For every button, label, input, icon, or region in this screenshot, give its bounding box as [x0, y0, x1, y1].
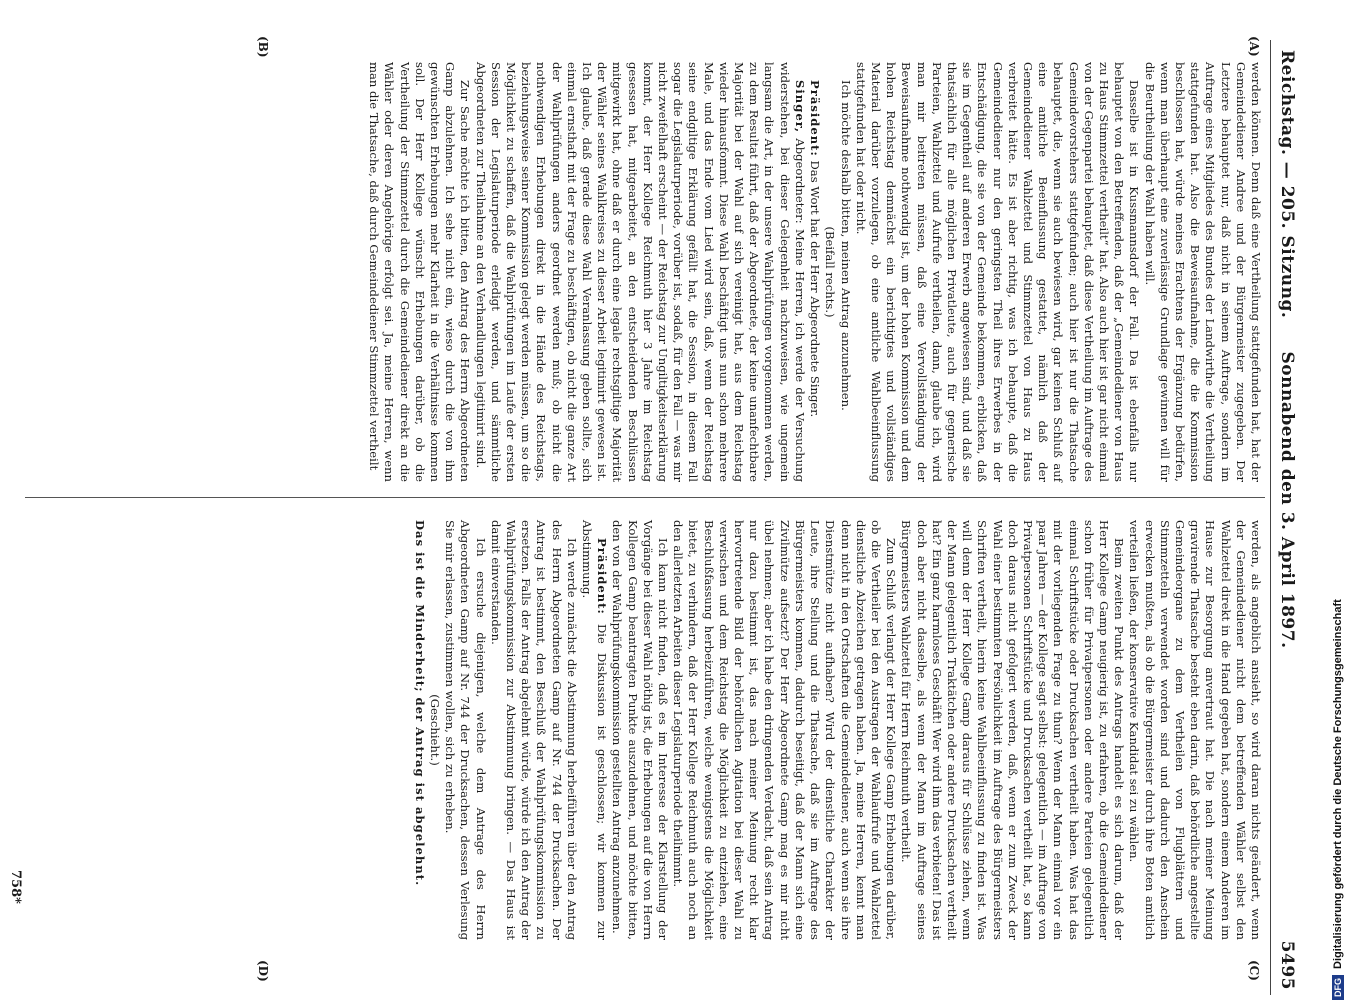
rotated-page: [5, 0, 1305, 1000]
speaker-name: Singer,: [792, 80, 807, 133]
paragraph: Ich kann nicht finden, daß es im Interesse der Klarstellung der Vorgänge bei dieser Wahl nöthig ist, die Erhebungen auf die von Herrn Kollegen Gamp beantragten Punkte auszudehnen, und möchte bitten, den von der Wahlprüfungskommission gestellten Antrag anzunehmen.: [610, 520, 671, 940]
paragraph: Zum Schluß verlangt der Herr Kollege Gamp Erhebungen darüber, ob die Vertheiler bei den Austragen der Wahlaufrufe und Wahlzettel dienstliche Abzeichen getragen haben. Ja, meine Herren, kennt man denn nicht in den Ortschaften die Gemeindediener, auch wenn sie ihre Dienstmütze nicht aufhaben? Wird der dienstliche Charakter der Leute, ihre Stellung und die Thatsache, daß sie im Auftrage des Bürgermeisters kommen, dadurch beseitigt, daß der Mann sich eine Zivilmütze aufsetzt? Der Herr Abgeordnete Gamp mag es mir nicht übel nehmen; aber ich habe den dringenden Verdacht, daß sein Antrag nur dazu bestimmt ist, das nach meiner Meinung recht klar hervortretende Bild der behördlichen Agitation bei dieser Wahl zu verwischen und dem Reichstag die Möglichkeit zu entziehen, eine Beschlußfassung herbeizuführen, welche wenigstens die Möglichkeit bietet, zu verhindern, daß der Herr Kollege Reichmuth auch noch an den allerletzten Arbeiten dieser Legislaturperiode theilnimmt.: [671, 520, 899, 940]
right-column: [412, 520, 1263, 940]
header-rule: [1270, 40, 1271, 995]
speech-paragraph: [807, 62, 822, 482]
speaker-name: Präsident:: [595, 538, 610, 615]
speech-paragraph: [579, 520, 609, 940]
header-left: Reichstag. — 205. Sitzung.: [1277, 50, 1297, 319]
paragraph: Ich möchte deshalb bitten, meinen Antrag anzunehmen.: [838, 80, 853, 411]
speech-text: Das Wort hat der Herr Abgeordnete Singer.: [808, 160, 823, 418]
speech-text: Die Diskussion ist geschlossen; wir kommen zur Abstimmung.: [580, 520, 610, 940]
page-header: [1267, 0, 1305, 1000]
paragraph: Zur Sache möchte ich bitten, den Antrag des Herrn Abgeordneten Gamp abzulehnen. Ich sehe nicht ein, wieso durch die von ihm gewünschten Erhebungen mehr Klarheit in die Verhältnisse kommen soll. Der Herr Kollege wünscht Erhebungen darüber, ob die Vertheilung der Stimmzettel durch die Gemeindediener direkt an die Wähler oder deren Angehörige erfolgt sei. Ja, meine Herren, wenn man die Thatsache, daß durch Gemeindediener Stimmzettel vertheilt: [367, 62, 473, 482]
paragraph: werden, als angeblich ansieht, so wird daran nichts geändert, wenn der Gemeindediener nicht dem betreffenden Wähler selbst den Wahlzettel direkt in die Hand gegeben hat, sondern einem Anderen im Hause zur Besorgung anvertraut hat. Die nach meiner Meinung gravirende Thatsache besteht eben darin, daß behördliche angestellte Gemeindeorgane zu dem Vertheilen von Flugblättern und Stimmzetteln verwendet worden sind und dadurch den Anschein erwecken mußten, als ob die Bürgermeister durch ihre Boten amtlich verteilen ließen, der konservative Kandidat sei zu wählen.: [1127, 520, 1263, 940]
speech-paragraph: [472, 62, 806, 482]
speech-text: Abgeordneter: Meine Herren, ich werde der Versuchung widerstehen, bei dieser Gelegenheit nachzuweisen, wie ungemein langsam die Art, in der unsere Wahlprüfungen vorgenommen werden, zu dem Resultat führt, daß der Abgeordnete, der keine unanfechtbare Majorität bei der Wahl auf sich vereinigt hat, aus dem Reichstag wieder hinausfommt. Diese Wahl beschäftigt uns nun schon mehrere Male, und das Ende vom Lied wird sein, daß, wenn der Reichstag seine endgiltige Erklärung gefällt hat, die Session, in diesem Fall sogar die Legislaturperiode, vorüber ist, sodaß, für den Fall — was mir nicht zweifelhaft erscheint — der Reichstag zur Ungiltigkeitserklärung kommt, der Herr Kollege Reichmuth hier 3 Jahre im Reichstag gesessen hat, mitgearbeitet, an den entscheidenden Beschlüssen mitgewirkt hat, ohne daß er durch eine legale rechtsgiltige Majorität der Wähler seines Wahlkreises zu dieser Arbeit legitimirt gewesen ist. Ich glaube, daß gerade diese Wahl Veranlassung geben sollte, sich einmal ernsthaft mit der Frage zu beschäftigen, ob nicht die ganze Art der Wahlprüfungen anders geordnet werden muß; ob nicht die nothwendigen Erhebungen direkt in die Hände des Reichstags, beziehungsweise seiner Kommission gelegt werden müssen, um so die Möglichkeit zu schaffen, daß die Wahlprüfungen im Laufe der ersten Session der Legislaturperiode erledigt werden, und sämmtliche Abgeordneten zur Theilnahme an den Verhandlungen legitimirt sind.: [473, 62, 807, 483]
margin-letter-b: (B): [256, 36, 270, 58]
page-number: 5495: [1277, 940, 1297, 990]
speaker-name: Präsident:: [808, 80, 823, 157]
paragraph: Beim zweiten Punkt des Antrags handelt es sich darum, daß der Herr Kollege Gamp neugierig ist, zu erfahren, ob die Gemeindediener schon früher für Privatpersonen oder andere Parteien gelegentlich einmal Schriftstücke oder Drucksachen vertheilt haben. Was hat das mit der vorliegenden Frage zu thun? Wenn der Mann einmal vor ein paar Jahren — der Kollege sagt selbst: gelegentlich — im Auftrage von Privatpersonen Schriftstücke und Drucksachen vertheilt hat, so kann doch daraus nicht gefolgert werden, daß, wenn er zum Zweck der Wahl einer bestimmten Persönlichkeit im Auftrage des Bürgermeisters Schriften vertheilt, hierin keine Wahlbeeinflussung zu finden ist. Was will denn der Herr Kollege Gamp daraus für Schlüsse ziehen, wenn der Mann gelegentlich Traktätchen oder andere Drucksachen vertheilt hat? Ein ganz harmloses Geschäft! Wer wird ihm das verbieten! Das ist doch aber nicht dasselbe, als wenn der Mann im Auftrage seines Bürgermeisters Wahlzettel für Herrn Reichmuth vertheilt.: [899, 520, 1127, 940]
side-note-text: Digitalisierung gefördert durch die Deutsche Forschungsgemeinschaft: [1332, 599, 1344, 969]
left-column: [366, 62, 1263, 482]
dfg-logo: DFG: [1332, 975, 1344, 1000]
column-divider: [25, 497, 1265, 498]
interjection: (Geschieht.): [428, 694, 443, 766]
paragraph: Ich werde zunächst die Abstimmung herbeiführen über den Antrag des Herrn Abgeordneten Gamp auf Nr. 744 der Drucksachen. Der Antrag ist bestimmt, den Beschluß der Wahlprüfungskommission zu ersetzen. Falls der Antrag abgelehnt würde, würde ich den Antrag der Wahlprüfungskommission zur Abstimmung bringen. — Das Haus ist damit einverstanden.: [488, 520, 579, 940]
side-note: [1329, 10, 1347, 1000]
interjection: (Beifall rechts.): [823, 226, 838, 318]
paragraph: Dasselbe ist in Kussmannsdorf der Fall. Da ist ebenfalls nur behauptet von den Betreffenden, daß der „Gemeindediener von Haus zu Haus Stimmzettel vertheilt“ hat. Also auch hier ist gar nicht einmal von der Gegenpartei behauptet, daß diese Vertheilung im Auftrage des Gemeindevorstehers stattgefunden; auch hier ist nur die Thatsache behauptet, die, wenn sie auch bewiesen wird, gar keinen Schluß auf eine amtliche Beeinflussung gestattet, nämlich daß der Gemeindediener Wahlzettel und Stimmzettel von Haus zu Haus verbreitet hätte. Es ist aber richtig, was ich behaupte, daß die Gemeindediener nur den geringsten Theil ihres Erwerbes in der Entschädigung, die sie von der Gemeinde bekommen, erblicken, daß sie im Gegentheil auf anderen Erwerb angewiesen sind, und daß sie thatsächlich für alle möglichen Privatleute, auch für gegnerische Parteien, Wahlzettel und Aufrufe vertheilen, dann, glaube ich, wird man mir beitreten müssen, daß eine Vervollständigung der Beweisaufnahme nothwendig ist, um der hohen Kommission und dem hohen Reichstag demnächst ein berichtigtes und vollständiges Material darüber vorzulegen, ob eine amtliche Wahlbeeinflussung stattgefunden hat oder nicht.: [853, 62, 1142, 482]
paragraph: werden können. Denn daß eine Vertheilung stattgefunden hat, hat der Gemeindediener Andree und der Bürgermeister zugegeben. Der Letztere behauptet nur, daß nicht in seinem Auftrage, sondern im Auftrage eines Mitgliedes des Bundes der Landwirthe die Vertheilung stattgefunden hat. Also die Beweisaufnahme, die die Kommission beschlossen hat, würde meines Erachtens der Ergänzung bedürfen, wenn man überhaupt eine zuverlässige Grundlage gewinnen will für die Beurtheilung der Wahl haben will.: [1142, 62, 1263, 482]
margin-letter-d: (D): [256, 960, 270, 982]
paragraph: Ich ersuche diejenigen, welche dem Antrage des Herrn Abgeordneten Gamp auf Nr. 744 der Drucksachen, dessen Verlesung Sie mir erlassen, zustimmen wollen, sich zu erheben.: [443, 520, 488, 940]
margin-letter-c: (C): [1247, 960, 1261, 981]
margin-letter-a: (A): [1247, 36, 1261, 57]
header-center: Sonnabend den 3. April 1897.: [1277, 351, 1297, 649]
result-statement: Das ist die Minderheit; der Antrag ist abgelehnt.: [412, 520, 427, 887]
signature-mark: 758*: [8, 870, 23, 904]
